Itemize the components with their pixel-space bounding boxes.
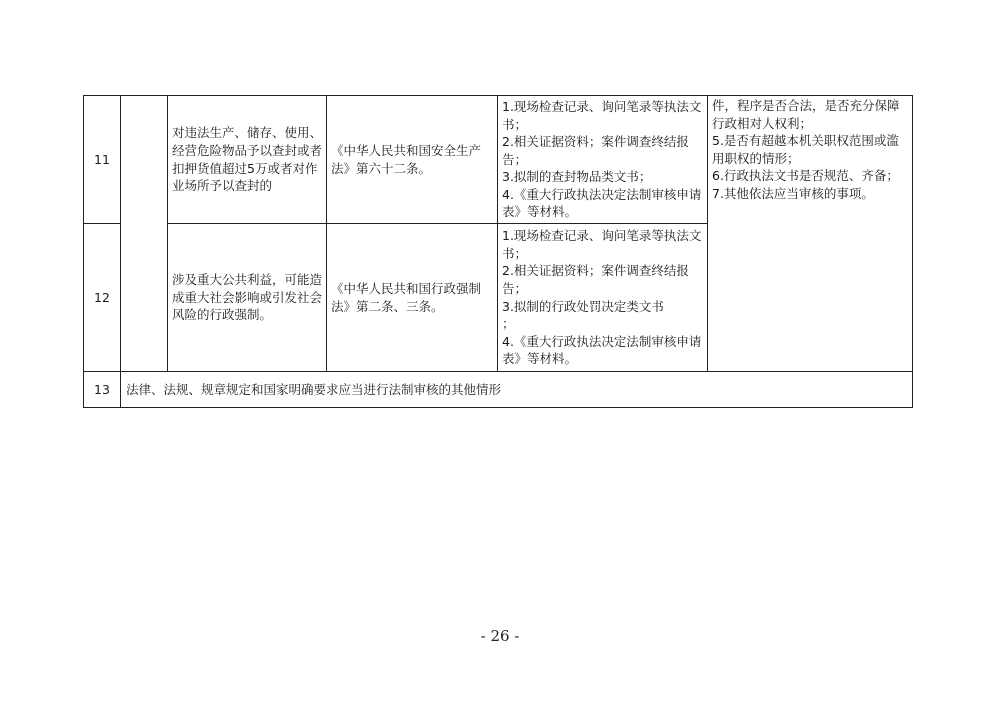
row-number: 13 (84, 372, 121, 408)
matter-cell: 涉及重大公共利益，可能造成重大社会影响或引发社会风险的行政强制。 (168, 224, 327, 372)
review-content-cell: 件，程序是否合法，是否充分保障行政相对人权利； 5.是否有超越本机关职权范围或滥用职权的情形； 6.行政执法文书是否规范、齐备； 7.其他依法应当审核的事项。 (708, 96, 913, 372)
table-row (84, 372, 913, 408)
table-row (84, 96, 913, 224)
review-matters-table (83, 95, 913, 408)
basis-cell: 《中华人民共和国行政强制法》第二条、三条。 (327, 224, 498, 372)
other-situations-cell: 法律、法规、规章规定和国家明确要求应当进行法制审核的其他情形 (121, 372, 913, 408)
row-number: 11 (84, 96, 121, 224)
row-number: 12 (84, 224, 121, 372)
basis-cell: 《中华人民共和国安全生产法》第六十二条。 (327, 96, 498, 224)
materials-cell: 1.现场检查记录、询问笔录等执法文书； 2.相关证据资料；案件调查终结报告； 3.拟制的查封物品类文书； 4.《重大行政执法决定法制审核申请表》等材料。 (498, 96, 708, 224)
page-number: - 26 - (480, 627, 520, 645)
category-cell (121, 96, 168, 372)
materials-cell: 1.现场检查记录、询问笔录等执法文书； 2.相关证据资料；案件调查终结报告； 3.拟制的行政处罚决定类文书 ； 4.《重大行政执法决定法制审核申请表》等材料。 (498, 224, 708, 372)
matter-cell: 对违法生产、储存、使用、经营危险物品予以查封或者扣押货值超过5万或者对作业场所予以查封的 (168, 96, 327, 224)
